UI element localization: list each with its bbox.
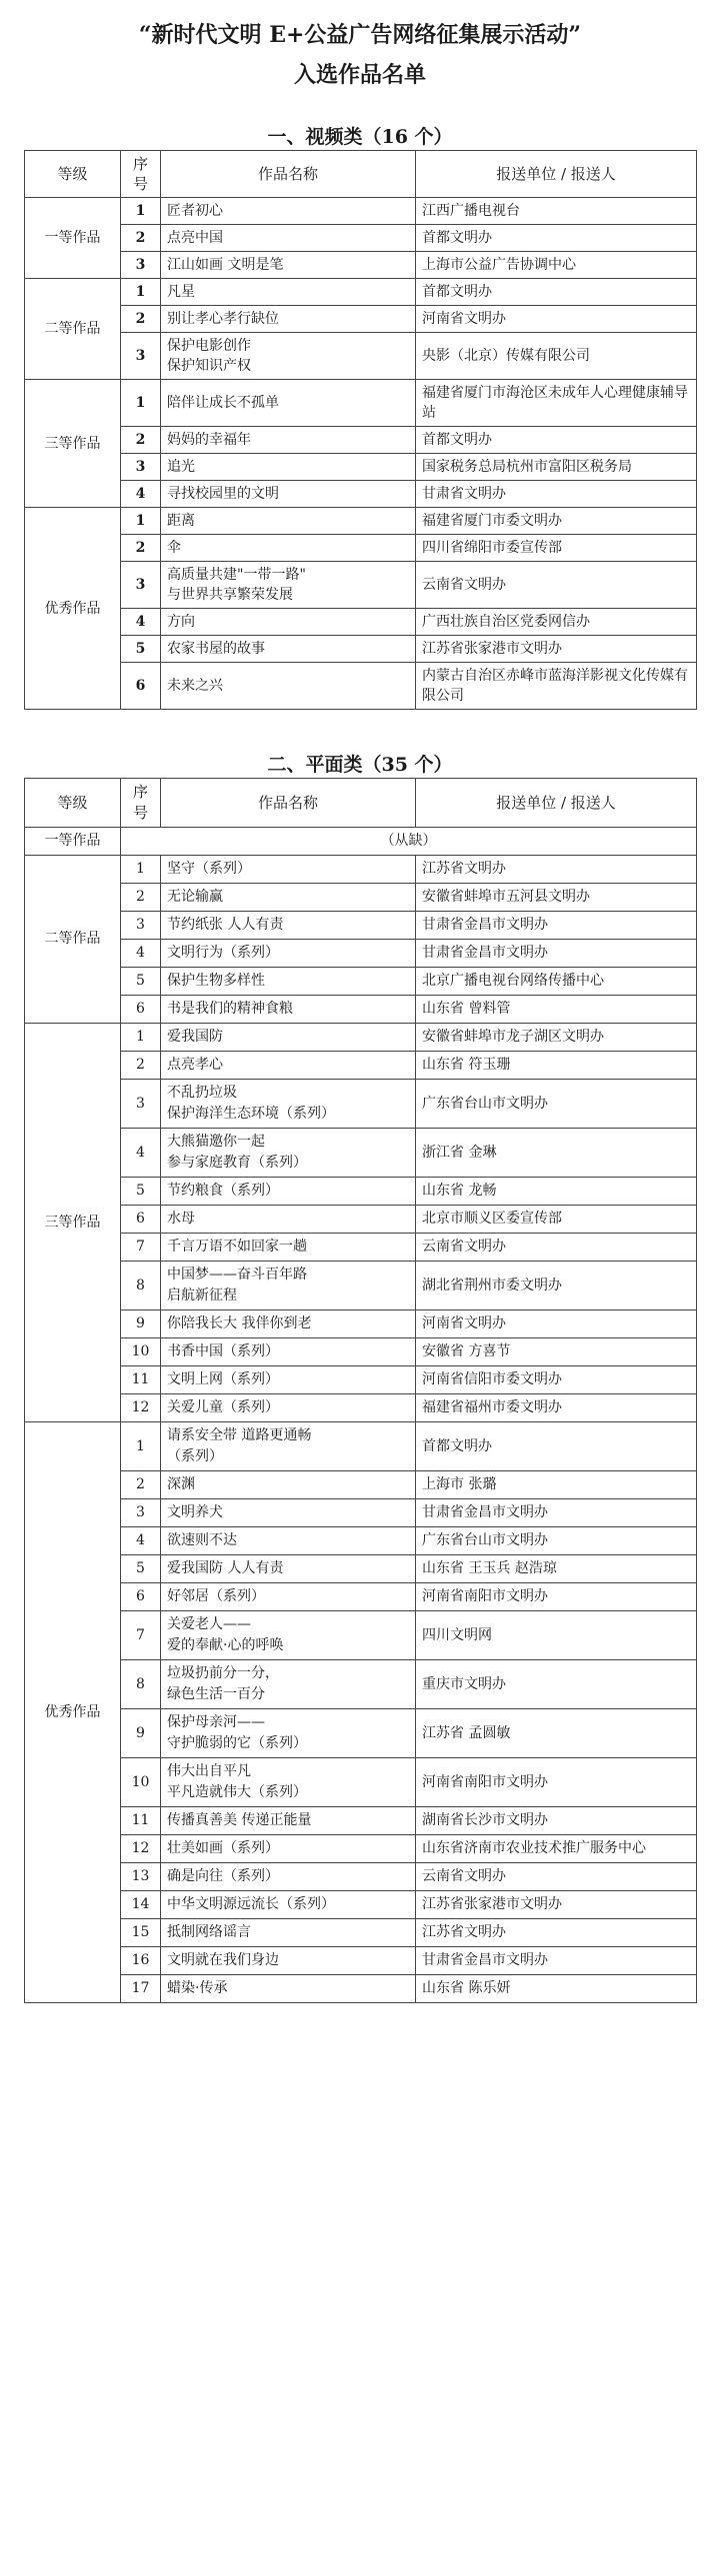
table-row — [25, 252, 697, 279]
row-number: 12 — [121, 1394, 161, 1422]
submitting-unit: 首都文明办 — [416, 427, 697, 454]
col-no-header: 序号 — [121, 151, 161, 198]
row-number: 2 — [121, 225, 161, 252]
work-title: 抵制网络谣言 — [161, 1919, 416, 1947]
work-title: 欲速则不达 — [161, 1527, 416, 1555]
table-row — [25, 481, 697, 508]
work-title: 垃圾扔前分一分， 绿色生活一百分 — [161, 1660, 416, 1709]
row-number: 12 — [121, 1835, 161, 1863]
table-row — [25, 1310, 697, 1338]
work-title: 点亮中国 — [161, 225, 416, 252]
work-title: 大熊猫邀你一起 参与家庭教育（系列） — [161, 1129, 416, 1178]
level-cell: 一等作品 — [25, 828, 121, 856]
work-title: 文明就在我们身边 — [161, 1947, 416, 1975]
table-row — [25, 1262, 697, 1310]
row-number: 5 — [121, 636, 161, 663]
submitting-unit: 福建省厦门市海沧区未成年人心理健康辅导站 — [416, 380, 697, 427]
table-header-row — [25, 151, 697, 198]
work-title: 爱我国防 — [161, 1024, 416, 1052]
row-number: 8 — [121, 1262, 161, 1310]
submitting-unit: 甘肃省金昌市文明办 — [416, 940, 697, 968]
table-row — [25, 279, 697, 306]
row-number: 3 — [121, 912, 161, 940]
table-row — [25, 1555, 697, 1583]
row-number: 2 — [121, 884, 161, 912]
row-number: 4 — [121, 940, 161, 968]
row-number: 4 — [121, 609, 161, 636]
table-row — [25, 1611, 697, 1660]
table-row — [25, 636, 697, 663]
submitting-unit: 上海市公益广告协调中心 — [416, 252, 697, 279]
absent-note: （从缺） — [121, 828, 697, 856]
table-row — [25, 968, 697, 996]
work-title: 节约粮食（系列） — [161, 1178, 416, 1206]
row-number: 6 — [121, 996, 161, 1024]
submitting-unit: 云南省文明办 — [416, 562, 697, 609]
col-level-header: 等级 — [25, 151, 121, 198]
table-row — [25, 1975, 697, 2003]
row-number: 3 — [121, 1080, 161, 1129]
table-row — [25, 1206, 697, 1234]
row-number: 6 — [121, 1583, 161, 1611]
table-row — [25, 828, 697, 856]
work-title: 不乱扔垃圾 保护海洋生态环境（系列） — [161, 1080, 416, 1129]
submitting-unit: 山东省 龙畅 — [416, 1178, 697, 1206]
col-no-header: 序号 — [121, 779, 161, 828]
table-row — [25, 535, 697, 562]
work-title: 农家书屋的故事 — [161, 636, 416, 663]
col-level-header: 等级 — [25, 779, 121, 828]
submitting-unit: 河南省信阳市委文明办 — [416, 1366, 697, 1394]
submitting-unit: 山东省 曾料管 — [416, 996, 697, 1024]
table-row — [25, 1471, 697, 1499]
video-section-heading: 一、视频类（16 个） — [267, 126, 453, 148]
table-row — [25, 1422, 697, 1471]
row-number: 15 — [121, 1919, 161, 1947]
table-row — [25, 1891, 697, 1919]
table-row — [25, 940, 697, 968]
row-number: 4 — [121, 1527, 161, 1555]
row-number: 1 — [121, 856, 161, 884]
table-row — [25, 996, 697, 1024]
row-number: 4 — [121, 1129, 161, 1178]
row-number: 1 — [121, 1024, 161, 1052]
work-title: 匠者初心 — [161, 198, 416, 225]
submitting-unit: 山东省 陈乐妍 — [416, 1975, 697, 2003]
table-row — [25, 454, 697, 481]
print-section-heading: 二、平面类（35 个） — [267, 754, 453, 776]
table-row — [25, 663, 697, 710]
work-title: 传播真善美 传递正能量 — [161, 1807, 416, 1835]
row-number: 5 — [121, 968, 161, 996]
row-number: 2 — [121, 427, 161, 454]
submitting-unit: 福建省厦门市委文明办 — [416, 508, 697, 535]
work-title: 伞 — [161, 535, 416, 562]
table-row — [25, 1052, 697, 1080]
table-row — [25, 1863, 697, 1891]
work-title: 中国梦——奋斗百年路 启航新征程 — [161, 1262, 416, 1310]
submitting-unit: 内蒙古自治区赤峰市蓝海洋影视文化传媒有限公司 — [416, 663, 697, 710]
table-row — [25, 1947, 697, 1975]
submitting-unit: 福建省福州市委文明办 — [416, 1394, 697, 1422]
submitting-unit: 甘肃省金昌市文明办 — [416, 1947, 697, 1975]
work-title: 节约纸张 人人有责 — [161, 912, 416, 940]
table-row — [25, 1499, 697, 1527]
work-title: 爱我国防 人人有责 — [161, 1555, 416, 1583]
row-number: 10 — [121, 1758, 161, 1807]
row-number: 16 — [121, 1947, 161, 1975]
table-row — [25, 1129, 697, 1178]
row-number: 2 — [121, 535, 161, 562]
level-cell: 一等作品 — [25, 198, 121, 279]
work-title: 寻找校园里的文明 — [161, 481, 416, 508]
row-number: 1 — [121, 1422, 161, 1471]
submitting-unit: 云南省文明办 — [416, 1234, 697, 1262]
work-title: 书香中国（系列） — [161, 1338, 416, 1366]
submitting-unit: 浙江省 金琳 — [416, 1129, 697, 1178]
row-number: 1 — [121, 198, 161, 225]
submitting-unit: 四川文明网 — [416, 1611, 697, 1660]
table-row — [25, 1527, 697, 1555]
work-title: 水母 — [161, 1206, 416, 1234]
work-title: 请系安全带 道路更通畅 （系列） — [161, 1422, 416, 1471]
row-number: 3 — [121, 1499, 161, 1527]
submitting-unit: 广东省台山市文明办 — [416, 1527, 697, 1555]
submitting-unit: 山东省 符玉珊 — [416, 1052, 697, 1080]
submitting-unit: 湖北省荆州市委文明办 — [416, 1262, 697, 1310]
submitting-unit: 安徽省蚌埠市五河县文明办 — [416, 884, 697, 912]
table-row — [25, 1835, 697, 1863]
work-title: 书是我们的精神食粮 — [161, 996, 416, 1024]
submitting-unit: 江西广播电视台 — [416, 198, 697, 225]
row-number: 2 — [121, 306, 161, 333]
row-number: 5 — [121, 1555, 161, 1583]
table-row — [25, 1807, 697, 1835]
table-row — [25, 1758, 697, 1807]
work-title: 保护电影创作 保护知识产权 — [161, 333, 416, 380]
video-table — [24, 150, 697, 710]
table-row — [25, 609, 697, 636]
work-title: 保护生物多样性 — [161, 968, 416, 996]
table-row — [25, 1178, 697, 1206]
table-header-row — [25, 779, 697, 828]
submitting-unit: 河南省文明办 — [416, 1310, 697, 1338]
work-title: 方向 — [161, 609, 416, 636]
col-name-header: 作品名称 — [161, 151, 416, 198]
table-row — [25, 508, 697, 535]
table-row — [25, 1583, 697, 1611]
col-name-header: 作品名称 — [161, 779, 416, 828]
table-row — [25, 1080, 697, 1129]
submitting-unit: 四川省绵阳市委宣传部 — [416, 535, 697, 562]
table-row — [25, 562, 697, 609]
work-title: 文明行为（系列） — [161, 940, 416, 968]
submitting-unit: 湖南省长沙市文明办 — [416, 1807, 697, 1835]
work-title: 别让孝心孝行缺位 — [161, 306, 416, 333]
row-number: 13 — [121, 1863, 161, 1891]
document-title: “新时代文明 E+公益广告网络征集展示活动” — [138, 22, 582, 48]
submitting-unit: 河南省文明办 — [416, 306, 697, 333]
level-cell: 二等作品 — [25, 856, 121, 1024]
work-title: 保护母亲河—— 守护脆弱的它（系列） — [161, 1709, 416, 1758]
work-title: 距离 — [161, 508, 416, 535]
work-title: 江山如画 文明是笔 — [161, 252, 416, 279]
row-number: 3 — [121, 454, 161, 481]
row-number: 14 — [121, 1891, 161, 1919]
work-title: 文明上网（系列） — [161, 1366, 416, 1394]
row-number: 11 — [121, 1366, 161, 1394]
level-cell: 优秀作品 — [25, 1422, 121, 2003]
row-number: 10 — [121, 1338, 161, 1366]
work-title: 关爱老人—— 爱的奉献·心的呼唤 — [161, 1611, 416, 1660]
work-title: 点亮孝心 — [161, 1052, 416, 1080]
work-title: 中华文明源远流长（系列） — [161, 1891, 416, 1919]
submitting-unit: 河南省南阳市文明办 — [416, 1758, 697, 1807]
row-number: 17 — [121, 1975, 161, 2003]
row-number: 3 — [121, 252, 161, 279]
row-number: 1 — [121, 380, 161, 427]
submitting-unit: 河南省南阳市文明办 — [416, 1583, 697, 1611]
table-row — [25, 1394, 697, 1422]
work-title: 凡星 — [161, 279, 416, 306]
table-row — [25, 427, 697, 454]
work-title: 伟大出自平凡 平凡造就伟大（系列） — [161, 1758, 416, 1807]
row-number: 7 — [121, 1234, 161, 1262]
level-cell: 二等作品 — [25, 279, 121, 380]
submitting-unit: 安徽省蚌埠市龙子湖区文明办 — [416, 1024, 697, 1052]
submitting-unit: 重庆市文明办 — [416, 1660, 697, 1709]
row-number: 6 — [121, 1206, 161, 1234]
work-title: 千言万语不如回家一趟 — [161, 1234, 416, 1262]
row-number: 5 — [121, 1178, 161, 1206]
work-title: 追光 — [161, 454, 416, 481]
table-row — [25, 333, 697, 380]
row-number: 4 — [121, 481, 161, 508]
submitting-unit: 甘肃省金昌市文明办 — [416, 912, 697, 940]
submitting-unit: 江苏省 孟圆敏 — [416, 1709, 697, 1758]
row-number: 11 — [121, 1807, 161, 1835]
table-row — [25, 1919, 697, 1947]
row-number: 3 — [121, 333, 161, 380]
table-row — [25, 912, 697, 940]
submitting-unit: 江苏省张家港市文明办 — [416, 1891, 697, 1919]
work-title: 陪伴让成长不孤单 — [161, 380, 416, 427]
submitting-unit: 央影（北京）传媒有限公司 — [416, 333, 697, 380]
col-unit-header: 报送单位 / 报送人 — [416, 779, 697, 828]
row-number: 6 — [121, 663, 161, 710]
submitting-unit: 安徽省 方喜节 — [416, 1338, 697, 1366]
submitting-unit: 甘肃省金昌市文明办 — [416, 1499, 697, 1527]
submitting-unit: 北京广播电视台网络传播中心 — [416, 968, 697, 996]
submitting-unit: 北京市顺义区委宣传部 — [416, 1206, 697, 1234]
submitting-unit: 江苏省文明办 — [416, 1919, 697, 1947]
work-title: 坚守（系列） — [161, 856, 416, 884]
row-number: 1 — [121, 279, 161, 306]
table-row — [25, 380, 697, 427]
row-number: 8 — [121, 1660, 161, 1709]
print-table — [24, 778, 697, 2003]
table-row — [25, 1338, 697, 1366]
work-title: 确是向往（系列） — [161, 1863, 416, 1891]
submitting-unit: 江苏省文明办 — [416, 856, 697, 884]
submitting-unit: 上海市 张璐 — [416, 1471, 697, 1499]
work-title: 无论输赢 — [161, 884, 416, 912]
table-row — [25, 1234, 697, 1262]
table-row — [25, 884, 697, 912]
submitting-unit: 首都文明办 — [416, 279, 697, 306]
row-number: 7 — [121, 1611, 161, 1660]
level-cell: 三等作品 — [25, 380, 121, 508]
document-subtitle: 入选作品名单 — [293, 62, 426, 88]
row-number: 3 — [121, 562, 161, 609]
work-title: 高质量共建"一带一路" 与世界共享繁荣发展 — [161, 562, 416, 609]
submitting-unit: 云南省文明办 — [416, 1863, 697, 1891]
table-row — [25, 1024, 697, 1052]
row-number: 9 — [121, 1709, 161, 1758]
work-title: 关爱儿童（系列） — [161, 1394, 416, 1422]
work-title: 壮美如画（系列） — [161, 1835, 416, 1863]
work-title: 妈妈的幸福年 — [161, 427, 416, 454]
table-row — [25, 306, 697, 333]
table-row — [25, 1660, 697, 1709]
table-row — [25, 856, 697, 884]
table-row — [25, 1366, 697, 1394]
submitting-unit: 首都文明办 — [416, 225, 697, 252]
work-title: 你陪我长大 我伴你到老 — [161, 1310, 416, 1338]
submitting-unit: 首都文明办 — [416, 1422, 697, 1471]
work-title: 文明养犬 — [161, 1499, 416, 1527]
submitting-unit: 江苏省张家港市文明办 — [416, 636, 697, 663]
submitting-unit: 国家税务总局杭州市富阳区税务局 — [416, 454, 697, 481]
submitting-unit: 广东省台山市文明办 — [416, 1080, 697, 1129]
submitting-unit: 山东省济南市农业技术推广服务中心 — [416, 1835, 697, 1863]
work-title: 未来之兴 — [161, 663, 416, 710]
submitting-unit: 山东省 王玉兵 赵浩琼 — [416, 1555, 697, 1583]
table-row — [25, 1709, 697, 1758]
level-cell: 三等作品 — [25, 1024, 121, 1422]
row-number: 9 — [121, 1310, 161, 1338]
submitting-unit: 甘肃省文明办 — [416, 481, 697, 508]
level-cell: 优秀作品 — [25, 508, 121, 710]
table-row — [25, 198, 697, 225]
work-title: 好邻居（系列） — [161, 1583, 416, 1611]
row-number: 2 — [121, 1052, 161, 1080]
work-title: 深渊 — [161, 1471, 416, 1499]
work-title: 蜡染·传承 — [161, 1975, 416, 2003]
table-row — [25, 225, 697, 252]
submitting-unit: 广西壮族自治区党委网信办 — [416, 609, 697, 636]
row-number: 1 — [121, 508, 161, 535]
col-unit-header: 报送单位 / 报送人 — [416, 151, 697, 198]
row-number: 2 — [121, 1471, 161, 1499]
